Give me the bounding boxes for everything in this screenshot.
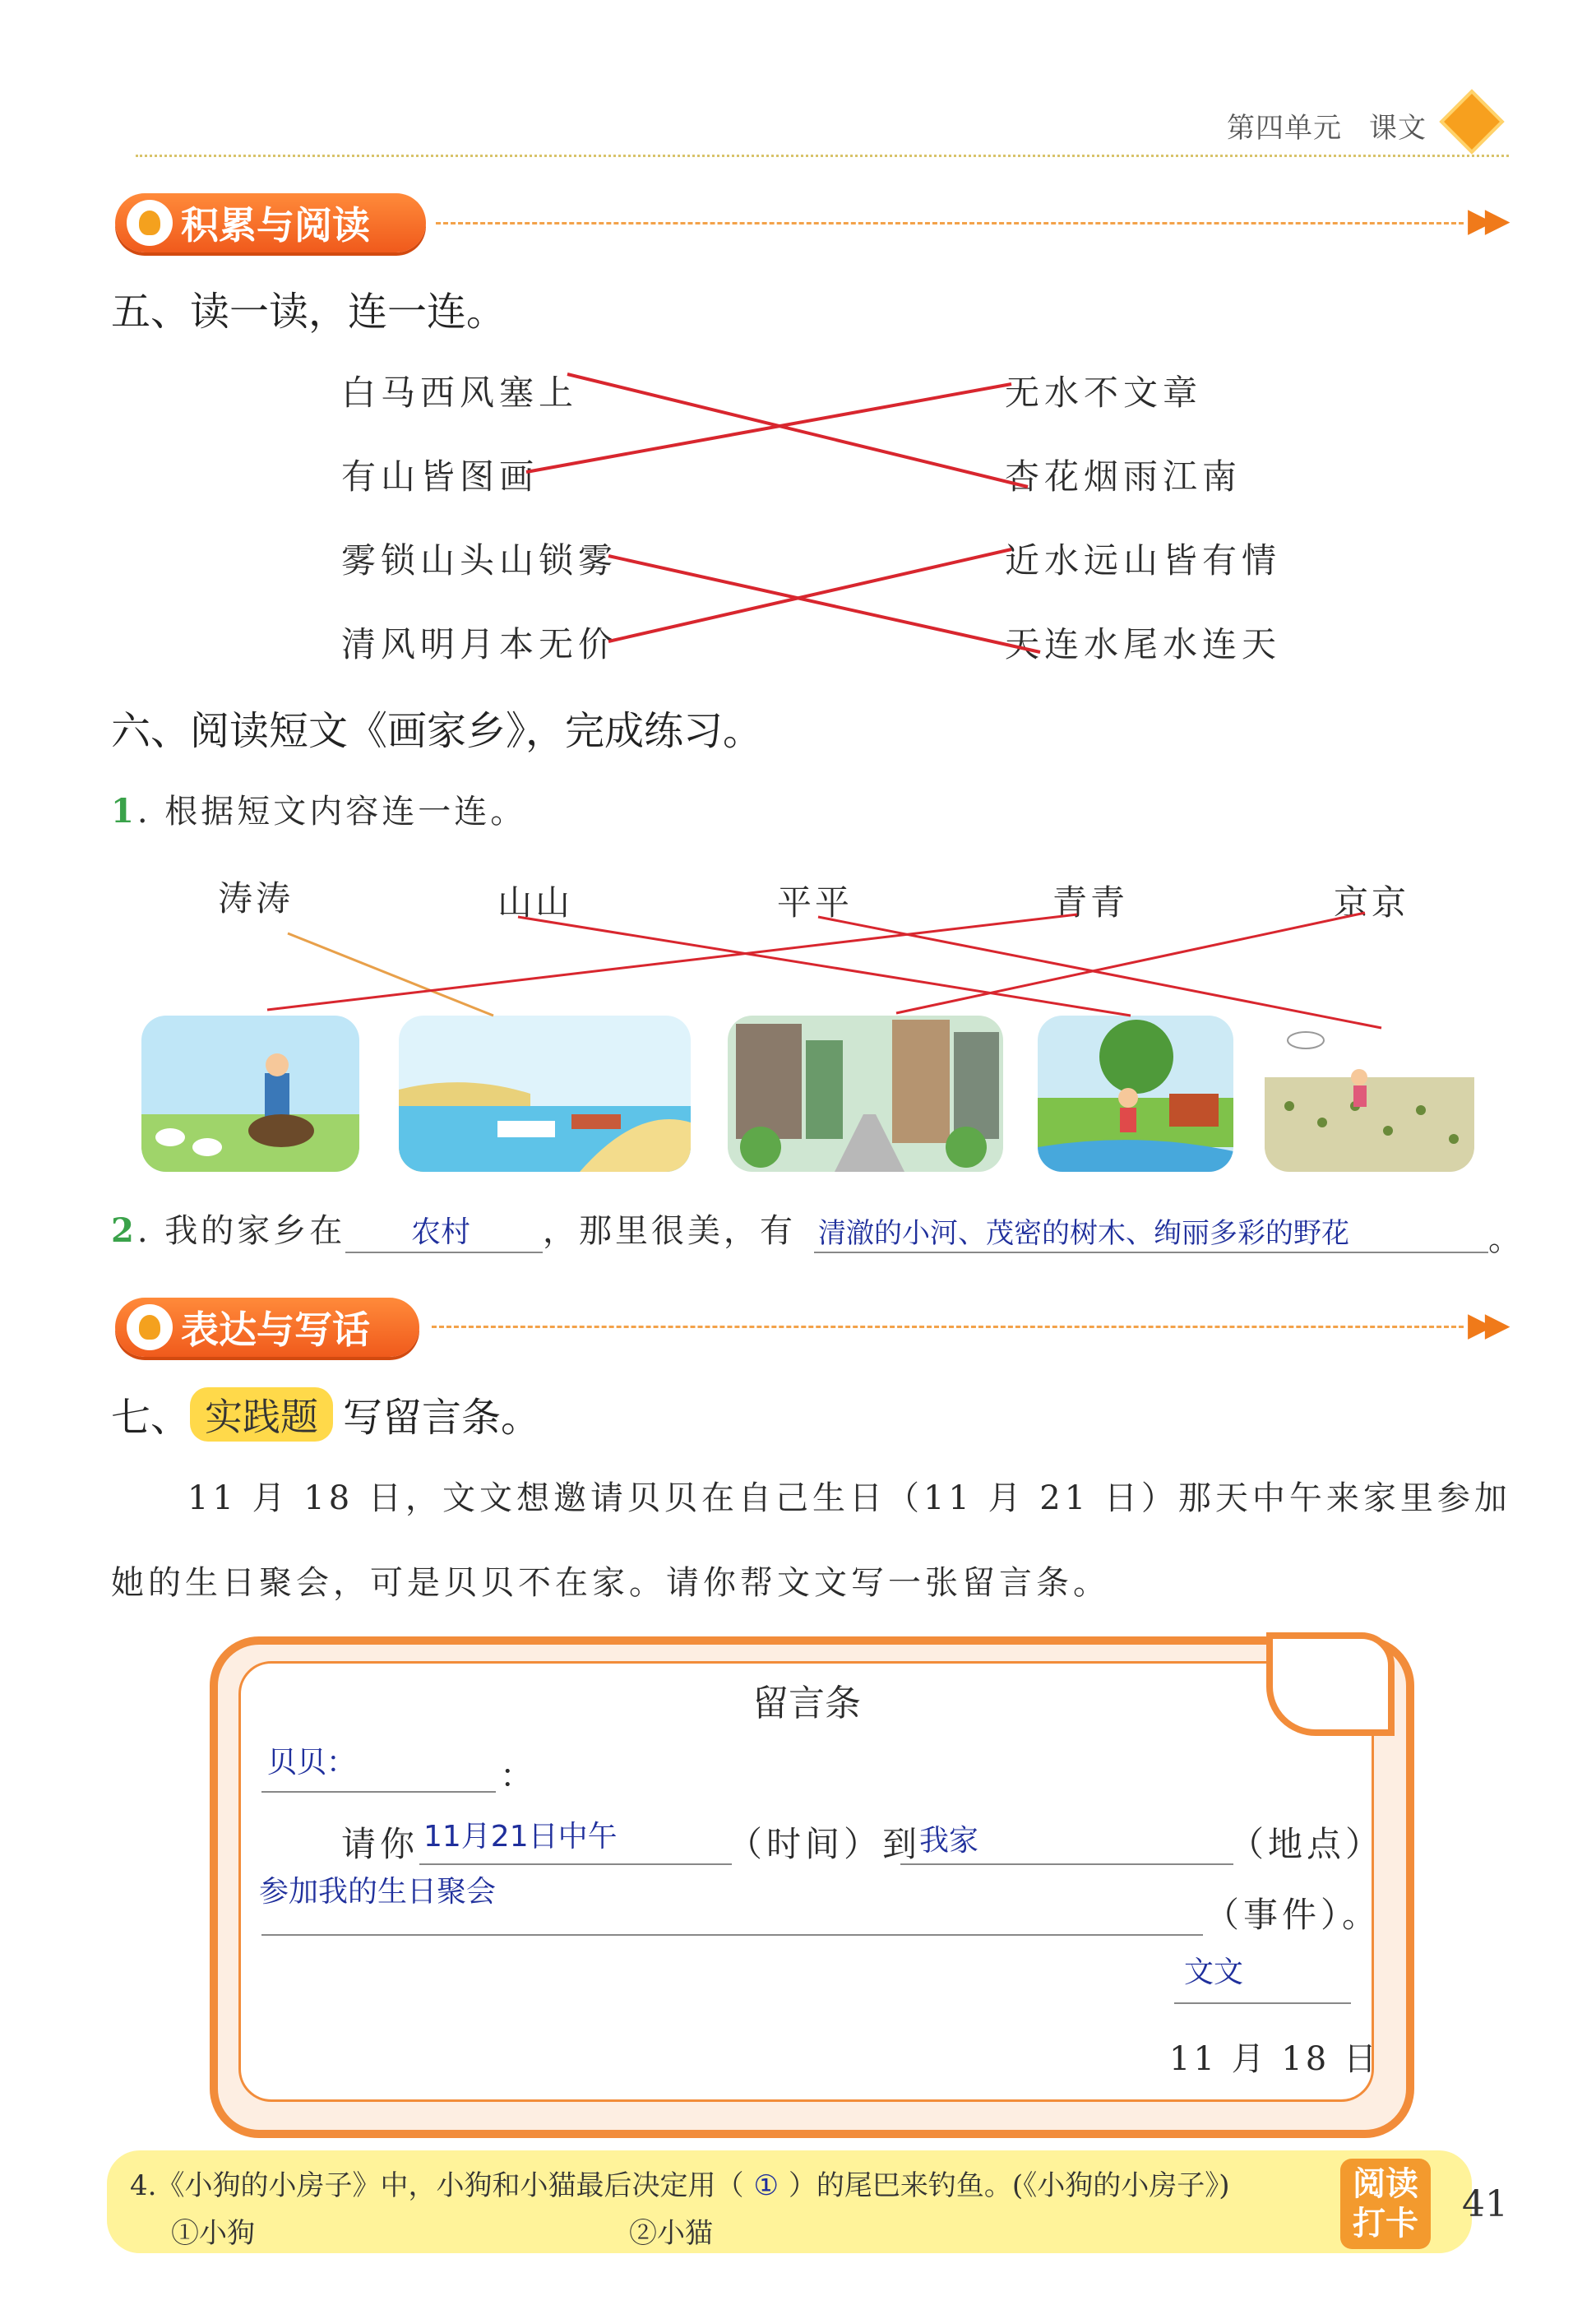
place-answer: 我家	[919, 1824, 979, 1858]
name-label: 京京	[1334, 882, 1410, 923]
sub-number: 2	[111, 1211, 137, 1250]
practice-tag: 实践题	[190, 1387, 333, 1442]
sub-text: . 我的家乡在	[136, 1212, 346, 1250]
double-arrow-icon: ▶▶	[1468, 1306, 1502, 1344]
event-blank[interactable]	[261, 1934, 1203, 1936]
question-text: 写留言条。	[343, 1395, 541, 1441]
note-heading: 留言条	[752, 1682, 861, 1724]
signer-answer: 文文	[1184, 1956, 1244, 1989]
question-title: 六、阅读短文《画家乡》，完成练习。	[111, 708, 763, 754]
lightbulb-icon	[127, 1304, 173, 1350]
double-arrow-icon: ▶▶	[1468, 201, 1502, 239]
signer-blank[interactable]	[1174, 2002, 1351, 2004]
footer-question-text: 4.《小狗的小房子》中，小狗和小猫最后决定用（	[130, 2169, 744, 2202]
left-item: 白马西风塞上	[341, 373, 579, 413]
option-2: ②小猫	[629, 2217, 713, 2250]
name-label: 山山	[497, 882, 574, 923]
name-label: 青青	[1052, 882, 1129, 923]
time-answer: 11月21日中午	[423, 1820, 618, 1854]
question-title: 五、读一读，连一连。	[111, 289, 507, 335]
footer-question-end: ）的尾巴来钓鱼。(《小狗的小房子》)	[788, 2169, 1230, 2202]
sub-question-1	[111, 785, 526, 832]
recipient-blank[interactable]	[261, 1791, 496, 1793]
section-banner-writing	[115, 1298, 419, 1357]
left-item: 雾锁山头山锁雾	[341, 540, 618, 581]
answer-blank[interactable]	[345, 1252, 543, 1253]
footer-answer: ①	[753, 2169, 779, 2202]
footer-question	[130, 2163, 1229, 2203]
event-answer: 参加我的生日聚会	[259, 1875, 497, 1909]
reading-checkin-badge	[1340, 2159, 1431, 2249]
place-blank[interactable]	[900, 1863, 1233, 1865]
section-label: 课文	[1369, 112, 1427, 145]
time-label: （时间）到	[728, 1824, 922, 1864]
time-blank[interactable]	[419, 1863, 732, 1865]
note-date: 11 月 18 日	[1169, 2040, 1380, 2078]
sub-text: . 根据短文内容连一连。	[136, 793, 527, 831]
match-lines-q6	[0, 888, 1596, 1044]
match-line	[608, 549, 1011, 641]
sub-question-2	[111, 1205, 345, 1252]
section-title: 表达与写话	[181, 1308, 370, 1352]
page-number: 41	[1462, 2183, 1508, 2225]
page-curl	[1266, 1632, 1395, 1736]
right-item: 无水不文章	[1005, 373, 1203, 413]
recipient-answer: 贝贝：	[267, 1746, 357, 1780]
right-item: 杏花烟雨江南	[1005, 456, 1242, 497]
question-title	[111, 1386, 540, 1442]
sub-text: ，那里很美，有	[543, 1212, 796, 1250]
match-line	[526, 384, 1011, 472]
answer-text: 清澈的小河、茂密的树木、绚丽多彩的野花	[818, 1217, 1349, 1250]
left-item: 清风明月本无价	[341, 624, 618, 664]
right-item: 近水远山皆有情	[1005, 540, 1282, 581]
option-1: ①小狗	[171, 2217, 255, 2250]
name-label: 平平	[777, 882, 854, 923]
colon: ：	[500, 1757, 533, 1795]
banner-dash	[432, 1326, 1464, 1328]
left-item: 有山皆图画	[341, 456, 539, 497]
event-label: （事件）。	[1205, 1895, 1381, 1935]
match-lines-q5	[0, 0, 1596, 740]
paragraph: 11 月 18 日，文文想邀请贝贝在自己生日（11 月 21 日）那天中午来家里参加	[187, 1479, 1511, 1517]
match-line	[267, 914, 1077, 1010]
badge-line: 打卡	[1353, 2205, 1418, 2243]
paragraph: 她的生日聚会，可是贝贝不在家。请你帮文文写一张留言条。	[111, 1564, 1110, 1602]
answer-blank[interactable]	[814, 1252, 1488, 1253]
badge-line: 阅读	[1353, 2165, 1418, 2203]
answer-text: 农村	[411, 1215, 471, 1249]
match-line	[567, 374, 1028, 487]
please-text: 请你	[341, 1824, 419, 1864]
unit-label: 第四单元	[1227, 112, 1342, 145]
question-prefix: 七、	[111, 1395, 191, 1441]
match-line	[608, 556, 1040, 652]
section-title: 积累与阅读	[181, 203, 370, 248]
sub-text: 。	[1488, 1220, 1524, 1258]
sub-number: 1	[111, 792, 137, 831]
name-label: 涛涛	[218, 878, 294, 919]
match-line	[518, 917, 1131, 1016]
place-label: （地点）	[1229, 1824, 1385, 1864]
right-item: 天连水尾水连天	[1005, 624, 1282, 664]
